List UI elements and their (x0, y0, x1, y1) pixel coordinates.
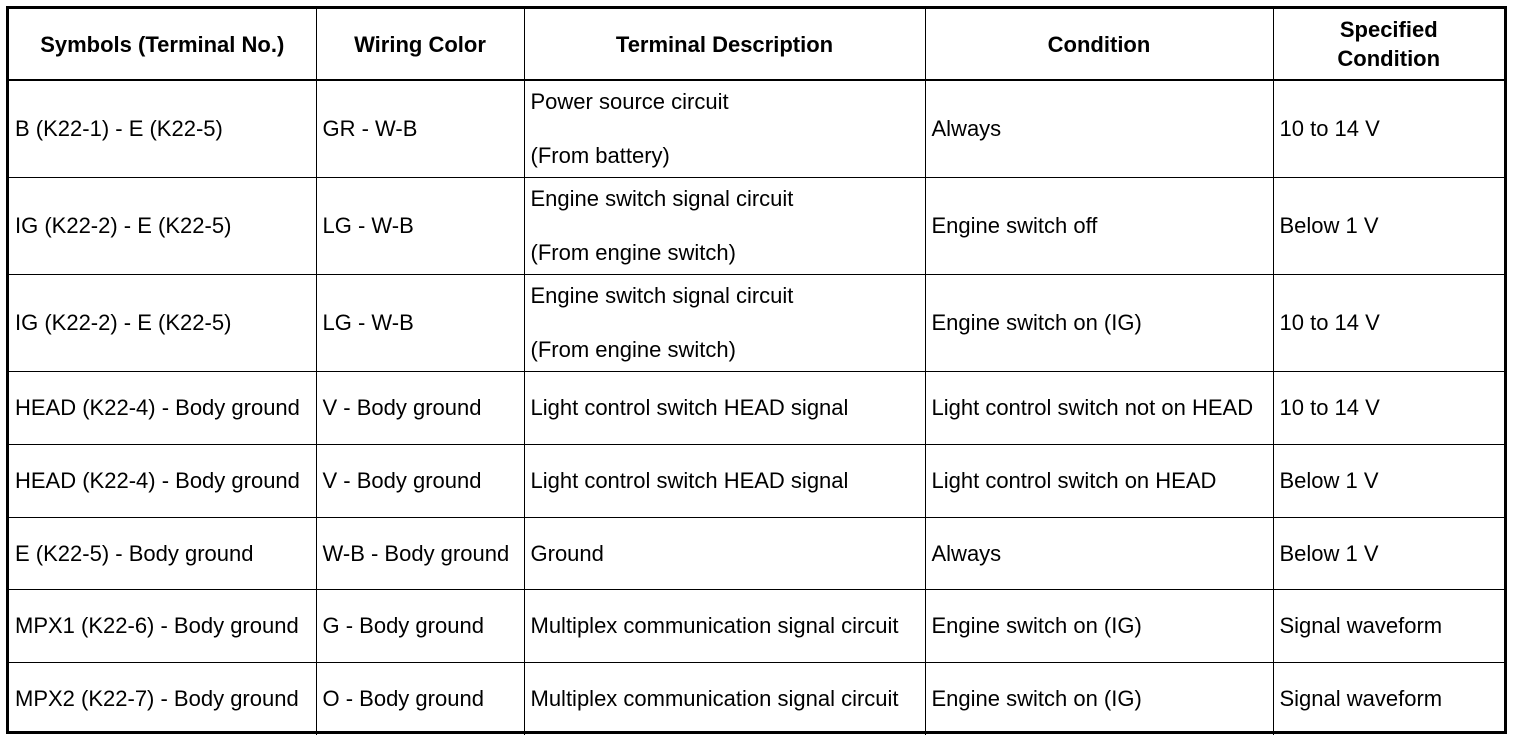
cell-symbols: HEAD (K22-4) - Body ground (9, 371, 316, 444)
description-line-1: Engine switch signal circuit (530, 186, 794, 211)
cell-condition: Always (925, 517, 1273, 589)
description-line-2: (From engine switch) (530, 337, 736, 362)
cell-symbols: B (K22-1) - E (K22-5) (9, 80, 316, 177)
cell-condition: Engine switch on (IG) (925, 662, 1273, 735)
description-line-1: Engine switch signal circuit (530, 283, 794, 308)
cell-description: Light control switch HEAD signal (524, 371, 925, 444)
header-condition: Condition (925, 9, 1273, 80)
table-row (9, 177, 1504, 274)
cell-symbols: IG (K22-2) - E (K22-5) (9, 274, 316, 371)
cell-description: Multiplex communication signal circuit (524, 589, 925, 662)
header-row (9, 9, 1504, 80)
terminal-table (9, 9, 1504, 735)
cell-condition: Engine switch on (IG) (925, 589, 1273, 662)
table-row (9, 371, 1504, 444)
header-symbols: Symbols (Terminal No.) (9, 9, 316, 80)
table-row (9, 517, 1504, 589)
description-line-2: (From engine switch) (530, 240, 736, 265)
cell-specified: Signal waveform (1273, 589, 1504, 662)
header-terminal-description: Terminal Description (524, 9, 925, 80)
description-line-1: Power source circuit (530, 89, 729, 115)
cell-specified: Below 1 V (1273, 177, 1504, 274)
cell-wiring: O - Body ground (316, 662, 524, 735)
cell-wiring: V - Body ground (316, 444, 524, 517)
cell-condition: Always (925, 80, 1273, 177)
cell-description (524, 80, 925, 177)
cell-wiring: V - Body ground (316, 371, 524, 444)
cell-specified: Signal waveform (1273, 662, 1504, 735)
cell-condition: Engine switch off (925, 177, 1273, 274)
cell-wiring: GR - W-B (316, 80, 524, 177)
header-wiring-color: Wiring Color (316, 9, 524, 80)
cell-symbols: E (K22-5) - Body ground (9, 517, 316, 589)
cell-wiring: LG - W-B (316, 177, 524, 274)
cell-wiring: LG - W-B (316, 274, 524, 371)
cell-symbols: MPX2 (K22-7) - Body ground (9, 662, 316, 735)
cell-description (524, 177, 925, 274)
table-row (9, 274, 1504, 371)
cell-specified: Below 1 V (1273, 444, 1504, 517)
cell-symbols: MPX1 (K22-6) - Body ground (9, 589, 316, 662)
cell-symbols: HEAD (K22-4) - Body ground (9, 444, 316, 517)
cell-description (524, 274, 925, 371)
description-line-2: (From battery) (530, 143, 670, 169)
cell-description: Ground (524, 517, 925, 589)
cell-description: Multiplex communication signal circuit (524, 662, 925, 735)
cell-description: Light control switch HEAD signal (524, 444, 925, 517)
cell-specified: 10 to 14 V (1273, 274, 1504, 371)
cell-specified: 10 to 14 V (1273, 80, 1504, 177)
cell-condition: Light control switch not on HEAD (925, 371, 1273, 444)
table-row (9, 80, 1504, 177)
cell-wiring: G - Body ground (316, 589, 524, 662)
cell-specified: Below 1 V (1273, 517, 1504, 589)
cell-condition: Light control switch on HEAD (925, 444, 1273, 517)
cell-condition: Engine switch on (IG) (925, 274, 1273, 371)
cell-wiring: W-B - Body ground (316, 517, 524, 589)
header-specified-condition: Specified Condition (1273, 9, 1504, 80)
table-row (9, 444, 1504, 517)
terminal-table-frame (6, 6, 1507, 734)
table-row (9, 662, 1504, 735)
cell-symbols: IG (K22-2) - E (K22-5) (9, 177, 316, 274)
cell-specified: 10 to 14 V (1273, 371, 1504, 444)
table-row (9, 589, 1504, 662)
